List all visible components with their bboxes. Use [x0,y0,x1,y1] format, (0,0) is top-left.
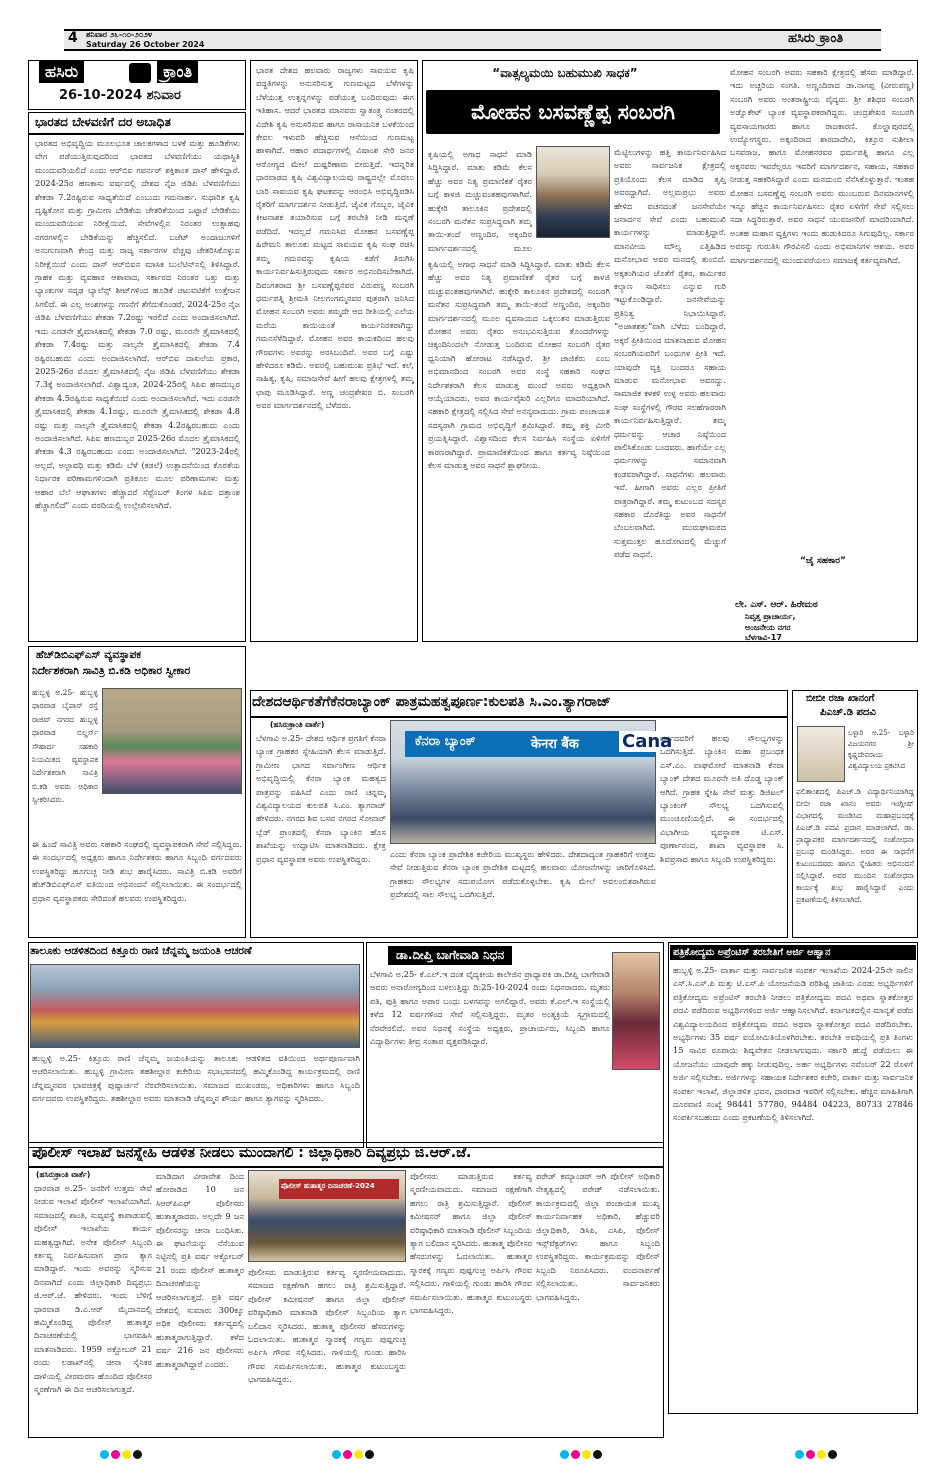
print-marks-right [560,1450,604,1459]
col2-article-body: ಭಾರತ ದೇಶದ ಹಲವಾರು ರಾಜ್ಯಗಳು ಸಾವಯವ ಕೃಷಿ ಪದ್ಧತಿಗಳನ್ನು ಅನುಸರಿಸುತ್ತ ಗುಣಮಟ್ಟದ ಬೆಳೆಗಳನ್ನು ಬೆಳೆಯುತ್ತ ಉತ್ಪನ್ನಗಳನ್ನು ಪಡೆಯುತ್ತ ಬಂದಿರುವುದು ಈಗ ಇತಿಹಾಸ. ಆದರೆ ಭಾರತದ ಮಾನವರು ಸ್ವಾತಂತ್ರ್ಯ ನಂತರದಲ್ಲಿ ವಿದೇಶಿ ಕೃಷಿ ಅನುಸರಿಸುವ ಹಾಗೂ ರಾಸಾಯನಿಕ ಬಳಕೆಯಿಂದ ಕೇವಲ ಇಳುವರಿ ಹೆಚ್ಚಿಸುವ ಆಸೆಯಿಂದ ಗುಣಮಟ್ಟ ಹಾಳಾಗಿದೆ. ಆಹಾರ ಪದಾರ್ಥಗಳಲ್ಲಿ ವಿಷಾಂಶ ಸೇರಿ ಜನರ ಆರೋಗ್ಯದ ಮೇಲೆ ದುಷ್ಪರಿಣಾಮ ಬೀರುತ್ತಿದೆ. ಇದನ್ನರಿತ ಧಾರವಾಡದ ಕೃಷಿ ವಿಶ್ವವಿದ್ಯಾಲಯವು ರಾಷ್ಟ್ರದಲ್ಲೇ ಮೊದಲು ಬಾರಿ ಸಾವಯವ ಕೃಷಿ ಘಟಕವನ್ನು ಆರಂಭಿಸಿ ಅಭಿವೃದ್ಧಿಪಡಿಸಿ ರೈತರಿಗೆ ಮಾರ್ಗದರ್ಶನ ನೀಡುತ್ತಿದೆ. ಜೈವಿಕ ಗೊಬ್ಬರ, ಜೈವಿಕ ಕೀಟನಾಶಕ ತಯಾರಿಸುವ ಬಗ್ಗೆ ತರಬೇತಿ ನೀಡಿ ಮನ್ನಣೆ ಪಡೆದಿದೆ. ಇದಲ್ಲದೆ ಗಮನಿಸಿದ ಮೋಹನ ಬಸವಣ್ಣೆಪ್ಪ ಹಿರೇಮನಿ ತಾಲೂಕು ಮಟ್ಟದ ಸಾವಯವ ಕೃಷಿ ಸಂಘ ರಚಿಸಿ ತಮ್ಮ ಗಮನವನ್ನು ಕೃಷಿಯ ಕಡೆಗೆ ತಿರುಗಿಸಿ ಕಾರ್ಯನಿರ್ವಹಿಸುತ್ತಿರುವುದು ಸರ್ಕಾರ ಅಭಿನಂದಿಸಬೇಕಾಗಿದೆ. ದಿವಂಗತರಾದ ಶ್ರೀ ಬಸವಣ್ಣೆಪ್ಪನವರ ವಿರುಪಣ್ಣ ಸಂಬರಗಿ ಧರ್ಮಪತ್ನಿ ಶ್ರೀಮತಿ ನೀಲಗಂಗಮ್ಮನವರ ಪುತ್ರರಾಗಿ ಜನಿಸಿದ ಮೋಹನ ಸಂಬರಗಿ ಅವರು ತಮ್ಮದೇ ಆದ ರೀತಿಯಲ್ಲಿ ಎಲೆಯ ಮರೆಯ ಕಾಯಿಯಂತೆ ಕಾರ್ಯನಿರತರಾಗಿದ್ದು ಗಮನಸೆಳೆದಿದ್ದಾರೆ. ಮೋಹನ ಅವರ ಕಾಯಕದಿಂದ ಹಲವು ಗೌರವಗಳು ಅವರನ್ನು ಅರಸಿಬಂದಿವೆ. ಅವರ ಬಗ್ಗೆ ಎಷ್ಟು ಹೇಳಿದರೂ ಕಡಿಮೆ. ಅವರಲ್ಲಿ ಬಹುಮುಖ ಪ್ರತಿಭೆ ಇದೆ. ಕಲೆ, ಸಾಹಿತ್ಯ, ಕೃಷಿ, ಸಮಾಜಸೇವೆ ಹೀಗೆ ಹಲವು ಕ್ಷೇತ್ರಗಳಲ್ಲಿ ತಮ್ಮ ಛಾಪು ಮೂಡಿಸಿದ್ದಾರೆ. ಅಣ್ಣ ಚಂದ್ರಶೇಖರ ಬಿ. ಸಂಬರಗಿ ಅವರ ಮಾರ್ಗದರ್ಶನದಲ್ಲಿ ಬೆಳೆದರು. [256,65,414,411]
black-mark [593,1450,602,1459]
print-marks-far-right [795,1450,839,1459]
header-paper-name: ಹಸಿರು ಕ್ರಾಂತಿ [788,31,844,46]
patrike-title: ಪತ್ರಿಕೋದ್ಯಮ ಅಪ್ರೆಂಟಿಸ್ ತರಬೇತಿಗೆ ಅರ್ಜಿ ಆಹ್ವಾನ [670,945,916,960]
kittur-event-photo [30,964,360,1048]
page-number: 4 [68,30,78,46]
canara-sign-hi: केनरा बैंक [531,737,579,752]
feature-author-place: ಅಂಜನೇಯ ನಗರ [745,623,791,632]
police-banner-text: ಪೊಲೀಸ್ ಹುತಾತ್ಮರ ದಿನಾಚರಣೆ-2024 [281,1182,375,1190]
feature-col1-cont: ಕೃಷಿಯಲ್ಲಿ ಅಗಾಧ ಸಾಧನೆ ಮಾಡಿ ಸಿದ್ಧಿಸಿದ್ದಾರೆ. ಮಾತು ಕಡಿಮೆ ಕೆಲಸ ಹೆಚ್ಚು ಅವರ ನಿತ್ಯ ಪ್ರಮಾಣಿಕತೆ ರೈತರ ಬಗ್ಗೆ ಕಾಳಜಿ ಮಚ್ಚುವಂತಹವುಗಳಾಗಿವೆ. ಹುಕ್ಕೇರಿ ತಾಲೂಕಿನ ಪ್ರದೇಶದಲ್ಲಿ ಸಂಬರಗಿ ಮನೆತನ ಸುಪ್ರಸಿದ್ಧವಾಗಿ ತಮ್ಮ ತಾಯಿ-ತಂದೆ ಅಣ್ಣಂದಿರ, ಅಕ್ಕಂದಿರ ಮಾರ್ಗದರ್ಶನದಲ್ಲಿ ಮೂಲ ವ್ಯವಸಾಯದ ಒಕ್ಕಲುತನ ಮಾಡುತ್ತಿರುವ ಮೋಹನ ಅವರು ರೈತರು ಅನುಭವಿಸುತ್ತಿರುವ ತೊಂದರೆಗಳನ್ನು ಚಿಕ್ಕಂದಿನಿಂದಲೇ ನೋಡುತ್ತ ಬಂದಿರುವ ಮೋಹನ ಸಂಬರಗಿ ರೈತರ ಧ್ವನಿಯಾಗಿ ಹೋರಾಟ ನಡೆಸಿದ್ದಾರೆ. ಶ್ರೀ ಜಾಜಿಕೆರು ಎಂಬ ಅಭಿಮಾನದಿಂದ ಸಂಬರಗಿ ಅವರ ಸಂಸ್ಥೆ ಸಹಕಾರಿ ಸಂಘದ ನಿರ್ದೇಶಕರಾಗಿ ಕೆಲಸ ಮಾಡುತ್ತ ಮುಂದೆ ಅವರು ಅಧ್ಯಕ್ಷರಾಗಿ ಆಯ್ಕೆಯಾದರು. ಅವರ ಕಾರ್ಯವೈಖರಿ ಎಲ್ಲರಿಗೂ ಮಾದರಿಯಾಗಿದೆ. ಸಹಕಾರಿ ಕ್ಷೇತ್ರದಲ್ಲಿ ಸಲ್ಲಿಸಿದ ಸೇವೆ ಅನನ್ಯವಾದುದು. ಗ್ರಾಮ ಪಂಚಾಯತ ಸದಸ್ಯರಾಗಿ ಗ್ರಾಮದ ಅಭಿವೃದ್ಧಿಗೆ ಶ್ರಮಿಸಿದ್ದಾರೆ. ತಮ್ಮ ಶಕ್ತಿ ಮೀರಿ ಪ್ರಯತ್ನಿಸಿದ್ದಾರೆ. ವಿಶ್ವಾಸದಿಂದ ಕೆಲಸ ನಿರ್ವಹಿಸಿ ಸಂಸ್ಥೆಯ ಏಳಿಗೆಗೆ ಕಾರಣರಾಗಿದ್ದಾರೆ. ಪ್ರಾಮಾಣಿಕತೆಯಿಂದ ಹಾಗೂ ಕರ್ತವ್ಯ ನಿಷ್ಠೆಯಿಂದ ಕೆಲಸ ಮಾಡುತ್ತ ಅವರ ಸಾಧನೆ ಶ್ಲಾಘನೀಯ. [428,259,610,471]
police-col2: ಮಾಡಿದಾಗ ವೀರಾವೇಶ ದಿಂದ ಹೋರಾಡಿದ 10 ಜನ ಸಿಆರ್‌ಪಿಎಫ್ ಪೊಲೀಸರು ಹುತಾತ್ಮರಾದರು. ಅಲ್ಲದೇ 9 ಜನ ಪೊಲೀಸರನ್ನು ಚೀನಾ ಬಂಧಿಸಿತು. ಈ ಘಟನೆಯನ್ನು ನೆನೆಯುವ ನಿಟ್ಟಿನಲ್ಲಿ ಪ್ರತಿ ವರ್ಷ ಅಕ್ಟೋಬರ್ 21 ರಂದು ಪೊಲೀಸ್ ಹುತಾತ್ಮರ ದಿನಾಚರಣೆಯನ್ನು ಆಚರಿಸಲಾಗುತ್ತದೆ. ಪ್ರತಿ ವರ್ಷ ದೇಶದಲ್ಲಿ ಸುಮಾರು 300ಕ್ಕೂ ಅಧಿಕ ಪೊಲೀಸರು ಕರ್ತವ್ಯದಲ್ಲಿ ಹುತಾತ್ಮರಾಗುತ್ತಿದ್ದಾರೆ. ಕಳೆದ ವರ್ಷ 216 ಜನ ಪೊಲೀಸರು ಹುತಾತ್ಮರಾಗಿದ್ದಾರೆ ಎಂದರು. [156,1171,244,1369]
patrike-body: ಹುಬ್ಬಳ್ಳಿ ಅ.25- ವಾರ್ತಾ ಮತ್ತು ಸಾರ್ವಜನಿಕ ಸಂಪರ್ಕ ಇಲಾಖೆಯ 2024-25ನೇ ಸಾಲಿನ ಎಸ್.ಸಿ.ಎಸ್.ಪಿ ಮತ್ತು ಟಿ.ಎಸ್.ಪಿ ಯೋಜನೆಯಡಿ ಪರಿಶಿಷ್ಟ ಜಾತಿಯ ಎರಡು ಅಭ್ಯರ್ಥಿಗಳಿಗೆ ಪತ್ರಿಕೋದ್ಯಮ ಅಪ್ರೆಂಟಿಸ್ ತರಬೇತಿ ನೀಡಲು ಪತ್ರಿಕೋದ್ಯಮ ಪದವಿ ಅಥವಾ ಸ್ನಾತಕೋತ್ತರ ಪದವಿ ಪಡೆದಿರುವ ಅಭ್ಯರ್ಥಿಗಳಿಂದ ಅರ್ಜಿ ಆಹ್ವಾನಿಸಲಾಗಿದೆ. ಕರ್ನಾಟಕದಲ್ಲಿನ ಮಾನ್ಯತೆ ಪಡೆದ ವಿಶ್ವವಿದ್ಯಾಲಯದಿಂದ ಪತ್ರಿಕೋದ್ಯಮ ಪದವಿ ಅಥವಾ ಸ್ನಾತಕೋತ್ತರ ಪದವಿ ಪಡೆದಿರಬೇಕು. ಅಭ್ಯರ್ಥಿಗಳು 35 ವರ್ಷ ವಯೋಮಿತಿಯೊಳಗಿರಬೇಕು. ತರಬೇತಿ ಅವಧಿಯಲ್ಲಿ ಪ್ರತಿ ತಿಂಗಳು 15 ಸಾವಿರ ರೂಪಾಯಿ ಶಿಷ್ಯವೇತನ ನೀಡಲಾಗುವುದು. ಸರ್ಕಾರಿ ಹುದ್ದೆ ಪಡೆಯಲು ಈ ಯೋಜನೆಯು ಯಾವುದೇ ಹಕ್ಕು ನೀಡುವುದಿಲ್ಲ. ಅರ್ಹ ಅಭ್ಯರ್ಥಿಗಳು ನವೆಂಬರ್ 22 ರೊಳಗೆ ಅರ್ಜಿ ಸಲ್ಲಿಸಬೇಕು. ಅರ್ಜಿಗಳನ್ನು ಸಹಾಯಕ ನಿರ್ದೇಶಕರ ಕಚೇರಿ, ವಾರ್ತಾ ಮತ್ತು ಸಾರ್ವಜನಿಕ ಸಂಪರ್ಕ ಇಲಾಖೆ, ಜಿಲ್ಲಾಡಳಿತ ಭವನ, ಧಾರವಾಡ ಇವರಿಗೆ ಸಲ್ಲಿಸಬೇಕು. ಹೆಚ್ಚಿನ ಮಾಹಿತಿಗಾಗಿ ದೂರವಾಣಿ ಸಂಖ್ಯೆ 98441 57780, 94484 04223, 80733 27846 ಸಂಪರ್ಕಿಸಬಹುದು ಎಂದು ಪ್ರಕಟಣೆಯಲ್ಲಿ ತಿಳಿಸಲಾಗಿದೆ. [673,965,913,1123]
yellow-mark [354,1450,363,1459]
obituary-title: ಡಾ.ದೀಪ್ತಿ ಬಾಗೇವಾಡಿ ನಿಧನ [388,946,512,965]
canara-col1: ಬೆಳಗಾವಿ ಅ.25- ದೇಶದ ಆರ್ಥಿಕ ಪ್ರಗತಿಗೆ ಕೆನರಾ ಬ್ಯಾಂಕ ಗ್ರಾಹಕರ ಸ್ನೇಹಿಯಾಗಿ ಕೆಲಸ ಮಾಡುತ್ತಿದೆ. ಗ್ರಾಮೀಣ ಭಾಗದ ಸರ್ವಾಂಗೀಣ ಆರ್ಥಿಕ ಅಭಿವೃದ್ಧಿಯಲ್ಲಿ ಕೆನರಾ ಬ್ಯಾಂಕ ಮಹತ್ವದ ಪಾತ್ರವನ್ನು ವಹಿಸಿದೆ ಎಂದು ರಾಣಿ ಚನ್ನಮ್ಮ ವಿಶ್ವವಿದ್ಯಾಲಯದ ಕುಲಪತಿ ಸಿ.ಎಂ. ತ್ಯಾಗರಾಜ್ ಹೇಳಿದರು. ನಗರದ ಶಿವ ಬಸವ ನಗರದ ಸೋನಾರ್ ಬ್ಲೆಡ್‌ ಪ್ರಾಂತದಲ್ಲಿ ಕೆನರಾ ಬ್ಯಾಂಕಿನ ಹೊಸ ಶಾಖೆಯನ್ನು ಉದ್ಘಾಟಿಸಿ ಮಾತನಾಡಿದರು. ಕ್ಷೇತ್ರ ಪ್ರಧಾನ ವ್ಯವಸ್ಥಾಪಕ ಅವರು ಉಪಸ್ಥಿತರಿದ್ದರು. [256,733,386,864]
editorial-rule [29,133,244,135]
header-date-kn: ಶನಿವಾರ ೨೬-೧೦-೨೦೨೪ [86,30,153,39]
masthead [28,60,246,110]
feature-author-city: ಬೆಳಗಾವಿ-17 [745,633,782,642]
hdbfs-body-side: ಹುಬ್ಬಳ್ಳಿ ಅ.25- ಹುಬ್ಬಳ್ಳಿ ಧಾರವಾಡ ಬೈಪಾಸ್ ರಸ್ತೆ ರಾಜಿವ್ ನಗರದ ಹುಬ್ಬಳ್ಳಿ ಧಾರವಾಡ ಬಿಲ್ಡರ್ಸ್ ಸೌಹಾರ್ದ ಸಹಕಾರಿ ನಿಯಮಿತದ ವ್ಯವಸ್ಥಾಪಕ ನಿರ್ದೇಶಕರಾಗಿ ಸಾವಿತ್ರಿ ಬಿ.ಕಡಿ ಅವರು ಅಧಿಕಾರ ಸ್ವೀಕರಿಸಿದರು. [32,688,98,805]
hdbfs-body-full: ಈ ಹಿಂದೆ ಸಾವಿತ್ರಿ ಅವರು ಸಹಕಾರಿ ಸಂಘದಲ್ಲಿ ವ್ಯವಸ್ಥಾಪಕರಾಗಿ ಸೇವೆ ಸಲ್ಲಿಸಿದ್ದರು. ಈ ಸಂದರ್ಭದಲ್ಲಿ ಅಧ್ಯಕ್ಷರು ಹಾಗೂ ನಿರ್ದೇಶಕರು ಹಾಗೂ ಸಿಬ್ಬಂದಿ ವರ್ಗದವರು ಉಪಸ್ಥಿತರಿದ್ದು ಹೂಗುಚ್ಛ ನೀಡಿ ಶುಭ ಹಾರೈಸಿದರು. ಸಾವಿತ್ರಿ ಬಿ.ಕಡಿ ಅವರಿಗೆ ಹೆಚ್‌ಡಿಬಿಎಫ್‌ಎಸ್ ವತಿಯಿಂದ ಅಭಿನಂದನೆ ಸಲ್ಲಿಸಲಾಯಿತು. ಈ ಸಂದರ್ಭದಲ್ಲಿ ಪ್ರಧಾನ ವ್ಯವಸ್ಥಾಪಕರು ಸೇರಿದಂತೆ ಹಲವರು ಉಪಸ್ಥಿತರಿದ್ದರು. [32,839,242,903]
yellow-mark [582,1450,591,1459]
feature-col1: ಕೃಷಿಯಲ್ಲಿ ಅಗಾಧ ಸಾಧನೆ ಮಾಡಿ ಸಿದ್ಧಿಸಿದ್ದಾರೆ. ಮಾತು ಕಡಿಮೆ ಕೆಲಸ ಹೆಚ್ಚು ಅವರ ನಿತ್ಯ ಪ್ರಮಾಣಿಕತೆ ರೈತರ ಬಗ್ಗೆ ಕಾಳಜಿ ಮಚ್ಚುವಂತಹವುಗಳಾಗಿವೆ. ಹುಕ್ಕೇರಿ ತಾಲೂಕಿನ ಪ್ರದೇಶದಲ್ಲಿ ಸಂಬರಗಿ ಮನೆತನ ಸುಪ್ರಸಿದ್ಧವಾಗಿ ತಮ್ಮ ತಾಯಿ-ತಂದೆ ಅಣ್ಣಂದಿರ, ಅಕ್ಕಂದಿರ ಮಾರ್ಗದರ್ಶನದಲ್ಲಿ ಮೂಲ [428,149,532,253]
canara-headline: ದೇಶದಆರ್ಥಿಕತೆಗೆಕೆನರಾಬ್ಯಾಂಕ್ ಪಾತ್ರಮಹತ್ವಪೂರ್ಣ:ಕುಲಪತಿ ಸಿ.ಎಂ.ತ್ಯಾಗರಾಜ್ [252,694,611,710]
phd-body: ಫಲಿತಾಂಶದಲ್ಲಿ ಪಿಎಚ್.ಡಿ ವಿದ್ಯಾರ್ಥಿನಿಯಾಗಿದ್ದ ಬೀಬೀ ರಜಾ ಖಾನಂ ಅವರು ಇಂಗ್ಲೀಷ್ ವಿಭಾಗದಲ್ಲಿ ಮಂಡಿಸಿದ ಮಹಾಪ್ರಬಂಧಕ್ಕೆ ಪಿಎಚ್.ಡಿ ಪದವಿ ಪ್ರದಾನ ಮಾಡಲಾಗಿದೆ. ಡಾ. ಪ್ರಾಧ್ಯಾಪಕರ ಮಾರ್ಗದರ್ಶನದಲ್ಲಿ ಸಂಶೋಧನಾ ಪ್ರಬಂಧ ಮಂಡಿಸಿದ್ದರು. ಅವರ ಈ ಸಾಧನೆಗೆ ಕುಟುಂಬದವರು ಹಾಗೂ ಸ್ನೇಹಿತರು ಅಭಿನಂದನೆ ಸಲ್ಲಿಸಿದ್ದಾರೆ. ಅವರ ಮುಂದಿನ ಸಂಶೋಧನಾ ಕಾರ್ಯಕ್ಕೆ ಶುಭ ಹಾರೈಸಿದ್ದಾರೆ ಎಂದು ಪ್ರಕಟಣೆಯಲ್ಲಿ ತಿಳಿಸಲಾಗಿದೆ. [796,787,914,904]
feature-author-title: ನಿವೃತ್ತ ಪ್ರಾಚಾರ್ಯ, [745,612,796,621]
canara-branch-photo [390,720,673,844]
feature-col2: ಮೆಟ್ಟಿಲುಗಳನ್ನು ಹತ್ತಿ ಕಾರ್ಯನಿರ್ವಹಿಸಿದ ಅವರು ಸಾರ್ವಜನಿಕ ಕ್ಷೇತ್ರದಲ್ಲಿ ಪ್ರತಿಯೊಂದು ಕೆಲಸ ಮಾಡಿದ ತೃಪ್ತಿ ಅವರದ್ದಾಗಿದೆ. ಅಲ್ಲಮಪ್ರಭು ಅವರು ಹೇಳಿದ ವಚನದಂತೆ ಜನಸೇವೆಯೇ ಜನಾರ್ದನ ಸೇವೆ ಎಂದು ಬಹುಮುಖಿ ಕಾರ್ಯಗಳನ್ನು ಮಾಡುತ್ತಿದ್ದಾರೆ. ಮಾನವೀಯ ಮೌಲ್ಯ ಎತ್ತಿಹಿಡಿದ ಮನೋಭಾವ ಅವರ ಮನದಲ್ಲಿ ತುಂಬಿದೆ. ಅಕ್ಕತಂಗಿಯರ ಜೊತೆಗೆ ರೈತರ, ಕಾರ್ಮಿಕರ ಕಲ್ಯಾಣ ಸಾಧಿಸಲು ಎನ್ನುವ ಗುರಿ ಇಟ್ಟುಕೊಂಡಿದ್ದಾರೆ. ಜನಸೇವೆಯನ್ನು ಪ್ರತಿನಿತ್ಯ ನಿಭಾಯಿಸಿದ್ದಾರೆ. “ಅಜಾತಶತ್ರು”ವಾಗಿ ಬೆಳೆದು ಬಂದಿದ್ದಾರೆ. ಅಕ್ಕರೆ ಪ್ರೀತಿಯಿಂದ ಮಾತನಾಡುವ ಮೋಹನ ಸಂಬರಗಿಯವರಿಗೆ ಬಂಧುಗಳ ಪ್ರೀತಿ ಇದೆ. ಯಾವುದೇ ವ್ಯಕ್ತಿ ಬಂದರೂ ಸಹಾಯ ಮಾಡುವ ಮನೋಭಾವ ಅವರದ್ದು. ಸಾಮಾಜಿಕ ಕಳಕಳಿ ಉಳ್ಳ ಅವರು ಹಲವಾರು ಸಂಘ ಸಂಸ್ಥೆಗಳಲ್ಲಿ ಗೌರವ ಸಲಹೆಗಾರರಾಗಿ ಕಾರ್ಯನಿರ್ವಹಿಸುತ್ತಿದ್ದಾರೆ. ತಮ್ಮ ಧರ್ಮವನ್ನು ಆಚಾರ ನಿಷ್ಠೆಯಿಂದ ಪಾಲಿಸಿಕೊಂಡು ಬಂದವರು. ಹಾಗೆಯೇ ಎಲ್ಲ ಧರ್ಮಗಳನ್ನು ಸಮಾನವಾಗಿ ಕಂಡವರಾಗಿದ್ದಾರೆ. ಸಾಧನೆಗಳು ಹಲವಾರು ಇವೆ. ಹೀಗಾಗಿ ಅವರು ಎಲ್ಲರ ಪ್ರೀತಿಗೆ ಪಾತ್ರರಾಗಿದ್ದಾರೆ. ತಮ್ಮ ಕುಟುಂಬದ ಸದಸ್ಯರ ಸಹಕಾರ ದೊರೆತಿದ್ದು ಅವರ ಸಾಧನೆಗೆ ಬೆಂಬಲವಾಗಿದೆ. ಮುರುಘಾಮಠದ ಸುತ್ತಮುತ್ತಲ ಹೂದೋಟದಲ್ಲಿ ಮೆಚ್ಚುಗೆ ಪಡೆದ ಸಾಧನೆ. [614,147,726,560]
black-mark [365,1450,374,1459]
print-marks-left [100,1450,144,1459]
phd-portrait-photo [797,726,845,782]
masthead-name-left: ಹಸಿರು [39,61,84,83]
police-event-photo [248,1170,406,1262]
yellow-mark [122,1450,131,1459]
black-mark [133,1450,142,1459]
canara-sign-brand: Cana [619,731,675,752]
feature-author: ಲೇ. ಎಸ್. ಆರ್. ಹಿರೇಮಠ [735,600,818,610]
feature-title: ಮೋಹನ ಬಸವಣ್ಣೆಪ್ಪ ಸಂಬರಗಿ [426,90,720,134]
print-marks-mid [332,1450,376,1459]
cyan-mark [795,1450,804,1459]
police-col3b: ಪೊಲೀಸರು ಮಾಡುತ್ತಿರುವ ಕರ್ತವ್ಯ ಸ್ಮರಣೀಯವಾದುದು. ಸಮಾಜದ ರಕ್ಷಣೆಗಾಗಿ ಹಗಲು ರಾತ್ರಿ ಶ್ರಮಿಸುತ್ತಿದ್ದಾರೆ. ಪೊಲೀಸ್ ಕಮೀಷನರ್ ಹಾಗೂ ಜಿಲ್ಲಾ ಪೊಲೀಸ್ ವರಿಷ್ಠಾಧಿಕಾರಿ ಮಾತನಾಡಿ ಪೊಲೀಸ್ ಸಿಬ್ಬಂದಿಯ ತ್ಯಾಗ ಬಲಿದಾನ ಸ್ಮರಿಸಿದರು. ಹುತಾತ್ಮ ಪೊಲೀಸರ ಹೆಸರುಗಳನ್ನು ಓದಲಾಯಿತು. ಹುತಾತ್ಮರ ಸ್ಮಾರಕಕ್ಕೆ ಗಣ್ಯರು ಪುಷ್ಪಗುಚ್ಛ ಅರ್ಪಿಸಿ ಗೌರವ ಸಲ್ಲಿಸಿದರು. ಗಾಳಿಯಲ್ಲಿ ಗುಂಡು ಹಾರಿಸಿ ಗೌರವ ಸಮರ್ಪಿಸಲಾಯಿತು. ಹುತಾತ್ಮರ ಕುಟುಂಬಸ್ಥರು ಭಾಗವಹಿಸಿದ್ದರು. [410,1171,532,1316]
editorial-body: ಭಾರತದ ಅಭಿವೃದ್ಧಿಯ ಮೂಲಭೂತ ಚಾಲಕಗಳಾದ ಬಳಕೆ ಮತ್ತು ಹೂಡಿಕೆಗಳು ವೇಗ ಪಡೆಯುತ್ತಿರುವುದರಿಂದ ಭಾರತದ ಬೆಳವಣಿಗೆಯು ಯಥಾಸ್ಥಿತಿ ಮುಂದುವರಿಯಲಿದೆ ಎಂದು ಆರ್‌ಬಿಐ ಗವರ್ನರ್ ಶಕ್ತಿಕಾಂತ ದಾಸ್ ಹೇಳಿದ್ದಾರೆ. 2024-25ರ ಹಣಕಾಸು ವರ್ಷದಲ್ಲಿ ದೇಶದ ನೈಜ ಜಿಡಿಪಿ ಬೆಳವಣಿಗೆಯು ಶೇಕಡಾ 7.2ರಷ್ಟಿರುವ ಸಾಧ್ಯತೆಯಿದೆ ಎಂಬುದು ಗಮನಾರ್ಹ. ಸುಧಾರಿತ ಕೃಷಿ ದೃಷ್ಟಿಕೋನ ಮತ್ತು ಗ್ರಾಮೀಣ ಬೇಡಿಕೆಯ ಚೇತರಿಕೆಯಿಂದ ಒಟ್ಟಾರೆ ಬೇಡಿಕೆಯು ಮುಂದುವರಿಯುವ ನಿರೀಕ್ಷೆಯಿದೆ. ಸೇವೆಗಳಲ್ಲಿನ ನಿರಂತರ ಉತ್ಸಾಹವು ನಗರಗಳಲ್ಲಿನ ಬೇಡಿಕೆಯನ್ನು ಹೆಚ್ಚಿಸಲಿದೆ. ಬಜೆಟ್ ಅಂದಾಜುಗಳಿಗೆ ಅನುಗುಣವಾಗಿ ಕೇಂದ್ರ ಮತ್ತು ರಾಜ್ಯ ಸರ್ಕಾರಗಳ ವೆಚ್ಚವು ಚೇತರಿಸಿಕೊಳ್ಳುವ ನಿರೀಕ್ಷೆಯಿದೆ ಎಂದು ದಾಸ್ ಆರ್‌ಬಿಐನ ಮಾಸಿಕ ಬುಲೆಟಿನ್‌ನಲ್ಲಿ ತಿಳಿಸಿದ್ದಾರೆ. ಗ್ರಾಹಕ ಮತ್ತು ವ್ಯವಹಾರ ಆಶಾವಾದ, ಸರ್ಕಾರದ ನಿರಂತರ ಒತ್ತು ಮತ್ತು ಬ್ಯಾಂಕುಗಳ ಸದೃಢ ಬ್ಯಾಲೆನ್ಸ್ ಶೀಟ್‌ಗಳಿಂದ ಹೂಡಿಕೆ ಚಟುವಟಿಕೆಗೆ ಉತ್ತೇಜನ ಸಿಗಲಿದೆ. ಈ ಎಲ್ಲ ಅಂಶಗಳನ್ನು ಗಣನೆಗೆ ತೆಗೆದುಕೊಂಡರೆ, 2024-25ರ ನೈಜ ಜಿಡಿಪಿ ಬೆಳವಣಿಗೆಯು ಶೇಕಡಾ 7.2ರಷ್ಟು ಇರಲಿದೆ ಎಂದು ಅಂದಾಜಿಸಲಾಗಿದೆ. ಇದು ಎರಡನೇ ತ್ರೈಮಾಸಿಕದಲ್ಲಿ ಶೇಕಡಾ 7.0 ರಷ್ಟು, ಮೂರನೇ ತ್ರೈಮಾಸಿಕದಲ್ಲಿ ಶೇಕಡಾ 7.4ರಷ್ಟು ಮತ್ತು ನಾಲ್ಕನೇ ತ್ರೈಮಾಸಿಕದಲ್ಲಿ ಶೇಕಡಾ 7.4 ರಷ್ಟಿರಬಹುದು ಎಂದು ಅಂದಾಜಿಸಲಾಗಿದೆ. ಆರ್‌ಬಿಐ ದಾಖಲೆಯ ಪ್ರಕಾರ, 2025-26ರ ಮೊದಲ ತ್ರೈಮಾಸಿಕದಲ್ಲಿ ನೈಜ ಜಿಡಿಪಿ ಬೆಳವಣಿಗೆಯು ಶೇಕಡಾ 7.3ಕ್ಕೆ ಅಂದಾಜಿಸಲಾಗಿದೆ. ವಿಶ್ವಾದ್ಯಂತ, 2024-25ರಲ್ಲಿ ಸಿಪಿಐ ಹಣದುಬ್ಬರ ಶೇಕಡಾ 4.5ರಷ್ಟಿರುವ ಸಾಧ್ಯತೆಯಿದೆ ಎಂದು ಅಂದಾಜಿಸಲಾಗಿದೆ. ಇದು ಎರಡನೇ ತ್ರೈಮಾಸಿಕದಲ್ಲಿ ಶೇಕಡಾ 4.1ರಷ್ಟು, ಮೂರನೇ ತ್ರೈಮಾಸಿಕದಲ್ಲಿ ಶೇಕಡಾ 4.8 ರಷ್ಟು ಮತ್ತು ನಾಲ್ಕನೇ ತ್ರೈಮಾಸಿಕದಲ್ಲಿ ಶೇಕಡಾ 4.2ರಷ್ಟಿರಬಹುದು ಎಂದು ಅಂದಾಜಿಸಲಾಗಿದೆ. ಸಿಪಿಐ ಹಣದುಬ್ಬರ 2025-26ರ ಮೊದಲ ತ್ರೈಮಾಸಿಕದಲ್ಲಿ ಶೇಕಡಾ 4.3 ರಷ್ಟಿರಬಹುದು ಎಂದು ಅಂದಾಜಿಸಲಾಗಿದೆ. "2023-24ರಲ್ಲಿ ಅಲ್ಲದೆ, ಅಲ್ಪಾವಧಿ ಮತ್ತು ಕಡಿಮೆ ಬೆಳೆ (ಕಡಲೆ) ಉತ್ಪಾದನೆಯಿಂದ ಕೊರತೆಯ ನಿರ್ಧಾರಕ ಪರಿಣಾಮಗಳಿಂದಾಗಿ ಪ್ರತಿಕೂಲ ಮೂಲ ಪರಿಣಾಮಗಳು ಮತ್ತು ಆಹಾರ ಬೆಲೆ ಆಘಾತಗಳು ಹೆಚ್ಚಾದರೆ ಸೆಪ್ಟೆಂಬರ್ ತಿಂಗಳ ಸಿಪಿಐ ದತ್ತಾಂಶ ಹೆಚ್ಚಾಗಲಿದೆ" ಎಂದು ವರದಿಯಲ್ಲಿ ಉಲ್ಲೇಖಿಸಲಾಗಿದೆ. [35,138,240,510]
police-dateline: (ಹಸಿರುಕ್ರಾಂತಿ ವಾರ್ತೆ) [36,1170,91,1179]
phd-side: ಬಳ್ಳಾರಿ ಅ.25- ಬಳ್ಳಾರಿ ವಿಜಯನಗರ ಶ್ರೀ ಕೃಷ್ಣದೇವರಾಯ ವಿಶ್ವವಿದ್ಯಾಲಯ ಪ್ರಕಟಿಸಿದ [848,729,914,770]
magenta-mark [343,1450,352,1459]
police-col3: ಪೊಲೀಸರು ಮಾಡುತ್ತಿರುವ ಕರ್ತವ್ಯ ಸ್ಮರಣೀಯವಾದುದು. ಸಮಾಜದ ರಕ್ಷಣೆಗಾಗಿ ಹಗಲು ರಾತ್ರಿ ಶ್ರಮಿಸುತ್ತಿದ್ದಾರೆ. ಪೊಲೀಸ್ ಕಮೀಷನರ್ ಹಾಗೂ ಜಿಲ್ಲಾ ಪೊಲೀಸ್ ವರಿಷ್ಠಾಧಿಕಾರಿ ಮಾತನಾಡಿ ಪೊಲೀಸ್ ಸಿಬ್ಬಂದಿಯ ತ್ಯಾಗ ಬಲಿದಾನ ಸ್ಮರಿಸಿದರು. ಹುತಾತ್ಮ ಪೊಲೀಸರ ಹೆಸರುಗಳನ್ನು ಓದಲಾಯಿತು. ಹುತಾತ್ಮರ ಸ್ಮಾರಕಕ್ಕೆ ಗಣ್ಯರು ಪುಷ್ಪಗುಚ್ಛ ಅರ್ಪಿಸಿ ಗೌರವ ಸಲ್ಲಿಸಿದರು. ಗಾಳಿಯಲ್ಲಿ ಗುಂಡು ಹಾರಿಸಿ ಗೌರವ ಸಮರ್ಪಿಸಲಾಯಿತು. ಹುತಾತ್ಮರ ಕುಟುಂಬಸ್ಥರು ಭಾಗವಹಿಸಿದ್ದರು. [248,1267,406,1385]
canara-dateline: (ಹಸಿರುಕ್ರಾಂತಿ ವಾರ್ತೆ) [270,720,325,729]
kittur-body: ಹುಬ್ಬಳ್ಳಿ ಅ.25- ಕಿತ್ತೂರು ರಾಣಿ ಚೆನ್ನಮ್ಮ ಜಯಂತಿಯನ್ನು ತಾಲೂಕು ಆಡಳಿತದ ವತಿಯಿಂದ ಅರ್ಥಪೂರ್ಣವಾಗಿ ಆಚರಿಸಲಾಯಿತು. ಹುಬ್ಬಳ್ಳಿ ಗ್ರಾಮೀಣ ತಹಶೀಲ್ದಾರ ಕಚೇರಿಯ ಸಭಾಭವನದಲ್ಲಿ ಹಮ್ಮಿಕೊಂಡಿದ್ದ ಕಾರ್ಯಕ್ರಮದಲ್ಲಿ ರಾಣಿ ಚೆನ್ನಮ್ಮನವರ ಭಾವಚಿತ್ರಕ್ಕೆ ಪುಷ್ಪಾರ್ಚನೆ ನೆರವೇರಿಸಲಾಯಿತು. ಸಮಾಜದ ಮುಖಂಡರು, ಅಧಿಕಾರಿಗಳು ಹಾಗೂ ಸಿಬ್ಬಂದಿ ವರ್ಗದವರು ಉಪಸ್ಥಿತರಿದ್ದರು. ತಹಶೀಲ್ದಾರ ಅವರು ಮಾತನಾಡಿ ಚೆನ್ನಮ್ಮನ ಶೌರ್ಯ ಹಾಗೂ ತ್ಯಾಗವನ್ನು ಸ್ಮರಿಸಿದರು. [32,1053,360,1104]
header-date-en: Saturday 26 October 2024 [86,40,205,49]
hdbfs-felicitation-photo [102,688,242,794]
hdbfs-title-2: ನಿರ್ದೇಶಕರಾಗಿ ಸಾವಿತ್ರಿ ಬಿ.ಕಡಿ ಅಧಿಕಾರ ಸ್ವೀಕಾರ [32,665,191,677]
cyan-mark [560,1450,569,1459]
phd-title-2: ಪಿಎಚ್.ಡಿ ಪದವಿ [820,707,876,718]
yellow-mark [817,1450,826,1459]
canara-col3: ವರ್ಗದವರಿಗೆ ಹಲವು ಸೌಲಭ್ಯಗಳನ್ನು ಒದಗಿಸುತ್ತಿದೆ. ಬ್ಯಾಂಕಿನ ಮಹಾ ಪ್ರಬಂಧಕ ಎಸ್.ಎಂ. ವಾಘಮೋರೆ ಮಾತನಾಡಿ ಕೆನರಾ ಬ್ಯಾಂಕ್ ದೇಶದ ಮೂರನೇ ಅತಿ ದೊಡ್ಡ ಬ್ಯಾಂಕ್ ಆಗಿದೆ. ಗ್ರಾಹಕ ಸ್ನೇಹಿ ಸೇವೆ ಮತ್ತು ಡಿಜಿಟಲ್ ಬ್ಯಾಂಕಿಂಗ್ ಸೌಲಭ್ಯ ಒದಗಿಸುವಲ್ಲಿ ಮುಂಚೂಣಿಯಲ್ಲಿದೆ. ಈ ಸಂದರ್ಭದಲ್ಲಿ ವಿಭಾಗೀಯ ವ್ಯವಸ್ಥಾಪಕ ಟಿ.ಎಸ್. ಪೂರ್ಣಾನಂದ, ಶಾಖಾ ವ್ಯವಸ್ಥಾಪಕ ಸಿ. ಶಿವಪ್ರಸಾದ ಹಾಗೂ ಸಿಬ್ಬಂದಿ ಉಪಸ್ಥಿತರಿದ್ದರು. [660,733,784,864]
cyan-mark [100,1450,109,1459]
editorial-title: ಭಾರತದ ಬೇಳವಣಿಗೆ ದರ ಅಬಾಧಿತ [35,115,171,129]
magenta-mark [806,1450,815,1459]
police-col4: ಪರೇಡ್ ಕಮ್ಯಾಂಡರ್ ಆಗಿ ಪೊಲೀಸ್ ಅಧಿಕಾರಿ ನೇತೃತ್ವದಲ್ಲಿ ಪರೇಡ್ ನಡೆಸಲಾಯಿತು. ಕಾರ್ಯಕ್ರಮದಲ್ಲಿ ಜಿಲ್ಲಾ ಪಂಚಾಯತ ಮುಖ್ಯ ಕಾರ್ಯನಿರ್ವಾಹಕ ಅಧಿಕಾರಿ, ಹೆಚ್ಚುವರಿ ಜಿಲ್ಲಾಧಿಕಾರಿ, ಡಿಸಿಪಿ, ಎಸಿಪಿ, ಪೊಲೀಸ್ ಇನ್ಸ್‌ಪೆಕ್ಟರ್‌ಗಳು ಹಾಗೂ ಸಿಬ್ಬಂದಿ ಉಪಸ್ಥಿತರಿದ್ದರು. ಕಾರ್ಯಕ್ರಮವನ್ನು ಪೊಲೀಸ್ ಸಿಬ್ಬಂದಿ ನಿರೂಪಿಸಿದರು. ವಂದನಾರ್ಪಣೆ ಸಲ್ಲಿಸಲಾಯಿತು. ಸಾರ್ವಜನಿಕರು ಭಾಗವಹಿಸಿದ್ದರು. [536,1171,660,1302]
logo-emblem-icon [129,63,151,83]
black-mark [828,1450,837,1459]
masthead-name-right: ಕ್ರಾಂತಿ [157,61,198,83]
editorial-box [28,112,246,642]
mohan-portrait-photo [536,146,610,238]
kittur-headline: ತಾಲೂಕು ಆಡಳಿತದಿಂದ ಕಿತ್ತೂರು ರಾಣಿ ಚೆನ್ನಮ್ಮ ಜಯಂತಿ ಆಚರಣೆ [30,945,252,957]
magenta-mark [111,1450,120,1459]
canara-rule [250,716,788,718]
police-rule [28,1166,664,1168]
masthead-date: 26-10-2024 ಶನಿವಾರ [59,88,181,103]
police-headline: ಪೊಲೀಸ್ ಇಲಾಖೆ ಜನಸ್ನೇಹಿ ಆಡಳಿತ ನೀಡಲು ಮುಂದಾಗಲಿ : ಜಿಲ್ಲಾಧಿಕಾರಿ ದಿವ್ಯಪ್ರಭು ಜಿ.ಆರ್.ಜೆ. [32,1145,472,1161]
magenta-mark [571,1450,580,1459]
feature-kicker: “ವಾತ್ಸಲ್ಯಮಯಿ ಬಹುಮುಖಿ ಸಾಧಕ” [492,66,638,80]
obituary-portrait-photo [612,952,660,1070]
obituary-body: ಬೆಳಗಾವಿ ಅ.25- ಕೆ.ಎಲ್.ಇ ದಂತ ವೈದ್ಯಕೀಯ ಕಾಲೇಜಿನ ಪ್ರಾಧ್ಯಾಪಕಿ ಡಾ.ದೀಪ್ತಿ ಬಾಗೇವಾಡಿ ಅವರು ಅನಾರೋಗ್ಯದಿಂದ ಬಳಲುತ್ತಿದ್ದು ದಿ:25-10-2024 ರಂದು ನಿಧನರಾದರು. ಮೃತರು ಪತಿ, ಪುತ್ರಿ ಹಾಗೂ ಅಪಾರ ಬಂಧು ಬಳಗವನ್ನು ಅಗಲಿದ್ದಾರೆ. ಅವರು ಕೆ.ಎಲ್.ಇ ಸಂಸ್ಥೆಯಲ್ಲಿ ಕಳೆದ 12 ವರ್ಷಗಳಿಂದ ಸೇವೆ ಸಲ್ಲಿಸುತ್ತಿದ್ದರು. ಮೃತರ ಅಂತ್ಯಕ್ರಿಯೆ ಸ್ವಗ್ರಾಮದಲ್ಲಿ ನೆರವೇರಲಿದೆ. ಅವರ ನಿಧನಕ್ಕೆ ಸಂಸ್ಥೆಯ ಅಧ್ಯಕ್ಷರು, ಪ್ರಾಚಾರ್ಯರು, ಸಿಬ್ಬಂದಿ ಹಾಗೂ ವಿದ್ಯಾರ್ಥಿಗಳು ತೀವ್ರ ಸಂತಾಪ ವ್ಯಕ್ತಪಡಿಸಿದ್ದಾರೆ. [370,969,610,1047]
hdbfs-title-1: ಹೆಚ್‌ಡಿಬಿಎಫ್‌ಎಸ್ ವ್ಯವಸ್ಥಾಪಕ [36,649,141,661]
cyan-mark [332,1450,341,1459]
canara-sign-kn: ಕೆನರಾ ಬ್ಯಾಂಕ್ [415,734,476,749]
police-col1: ಧಾರವಾಡ ಅ.25- ಜನರಿಗೆ ಉತ್ತಮ ಸೇವೆ ನೀಡುವ ಇಲಾಖೆ ಪೊಲೀಸ್ ಇಲಾಖೆಯಾಗಿದೆ. ಸಮಾಜದಲ್ಲಿ ಶಾಂತಿ, ಸುವ್ಯವಸ್ಥೆ ಕಾಪಾಡುವಲ್ಲಿ ಪೊಲೀಸ್ ಇಲಾಖೆಯ ಕಾರ್ಯ ಮಹತ್ವದ್ದಾಗಿದೆ. ಅನೇಕ ಪೊಲೀಸ್ ಸಿಬ್ಬಂದಿ ಕರ್ತವ್ಯ ನಿರ್ವಹಿಸುವಾಗ ಪ್ರಾಣ ತ್ಯಾಗ ಮಾಡಿದ್ದಾರೆ. ಇಂದು ಅವರನ್ನು ಸ್ಮರಿಸುವ ದಿನವಾಗಿದೆ ಎಂದು ಜಿಲ್ಲಾಧಿಕಾರಿ ದಿವ್ಯಪ್ರಭು ಜಿ.ಆರ್.ಜೆ. ಹೇಳಿದರು. ಇಂದು ಬೆಳಿಗ್ಗೆ ಧಾರವಾಡ ಡಿ.ಎ.ಆರ್ ಮೈದಾನದಲ್ಲಿ ಹಮ್ಮಿಕೊಂಡಿದ್ದ ಪೊಲೀಸ್ ಹುತಾತ್ಮರ ದಿನಾಚರಣೆಯಲ್ಲಿ ಭಾಗವಹಿಸಿ ಮಾತನಾಡಿದರು. 1959 ಅಕ್ಟೋಬರ್ 21 ರಂದು ಲಡಾಖ್‌ನಲ್ಲಿ ಚೀನಾ ಸೈನಿಕರ ದಾಳಿಯಲ್ಲಿ ವೀರಮರಣ ಹೊಂದಿದ ಪೊಲೀಸರ ಸ್ಮರಣೆಗಾಗಿ ಈ ದಿನ ಆಚರಿಸಲಾಗುತ್ತದೆ. [34,1183,152,1395]
feature-col3: ಮೋಹನ ಸಂಬರಗಿ ಅವರು ಸಹಕಾರಿ ಕ್ಷೇತ್ರದಲ್ಲಿ ಹೆಸರು ಮಾಡಿದ್ದಾರೆ. ಇದು ಅಚ್ಚರಿಯ ಸಂಗತಿ. ಅಣ್ಣಂದಿರಾದ ಡಾ.ನಾಗಪ್ಪ (ವೀರುಪಣ್ಣ) ಸಂಬರಗಿ ಅವರು ಅಂತರಾಷ್ಟ್ರೀಯ ವೈದ್ಯರು. ಶ್ರೀ ಶಶಿಧರ ಸಂಬರಗಿ ಅಡ್ವೊಕೇಟ್ ಬ್ಯಾಂಕ ವ್ಯವಸ್ಥಾಪಕರಾಗಿದ್ದರು. ಚಂದ್ರಶೇಖರ ಸಂಬರಗಿ ವ್ಯವಸಾಯಗಾರರು ಹಾಗೂ ರಾಜಕಾರಣಿ. ಕೊಲ್ಹಾಪುರದಲ್ಲಿ ಉದ್ಯೋಗಸ್ಥರು. ಅಕ್ಕಂದಿರಾದ ಶಾರದಾದೇವಿ, ಕಿತ್ತೂರ ಸುಶೀಲಾ ಬಸವರಾಜ, ಹಾಗೂ ಮೋಹನರವರ ಧರ್ಮಪತ್ನಿ ಹಾಗೂ ಎಲ್ಲ ಅಕ್ಕನವರು ಇವರೆಲ್ಲರೂ ಇವರಿಗೆ ಮಾರ್ಗದರ್ಶನ, ಸಹಾಯ, ಸಹಕಾರ ನೀಡುತ್ತ ಸಹಕರಿಸಿದ್ದಾರೆ ಎಂದು ಮನದುಂಬಿ ನೆನೆಸಿಕೊಳ್ಳುತ್ತಾರೆ. ಇಂತಹ ಮೋಹನ ಬಸವಣ್ಣೆಪ್ಪ ಸಂಬರಗಿ ಅವರು ಮುಂಬರುವ ದಿನಮಾನಗಳಲ್ಲಿ ಇನ್ನೂ ಹೆಚ್ಚಿನ ಕಾರ್ಯನಿರ್ವಹಿಸಲು ರೈತರ ಏಳಿಗೆಗೆ ಸೇವೆ ಸಲ್ಲಿಸಲು ಸದಾ ಸಿದ್ಧರಿರುತ್ತಾರೆ. ಅವರ ಸಾಧನೆ ಯುವಜನರಿಗೆ ಮಾದರಿಯಾಗಿದೆ. ಅಂತಹ ಮಹಾನ ವ್ಯಕ್ತಿಗಳು ಇಂದು ಹುಡುಕಿದರೂ ಸಿಗುವುದಿಲ್ಲ. ಸರ್ಕಾರ ಅವರನ್ನು ಗುರುತಿಸಿ ಗೌರವಿಸಲಿ ಎಂದು ಅಭಿಮಾನಿಗಳ ಆಶಯ. ಅವರ ಮಾರ್ಗದರ್ಶನದಲ್ಲಿ ಮುಂದುವರೆಯಲು ಸಮಾಜಕ್ಕೆ ಕರ್ತವ್ಯವಾಗಿದೆ. [730,67,914,265]
canara-under-photo: ಎಂದು ಕೆನರಾ ಬ್ಯಾಂಕ ಪ್ರಾದೇಶಿಕ ಕಚೇರಿಯ ಮುಖ್ಯಸ್ಥರು ಹೇಳಿದರು. ದೇಶದಾದ್ಯಂತ ಗ್ರಾಹಕರಿಗೆ ಉತ್ತಮ ಸೇವೆ ನೀಡುತ್ತಿರುವ ಕೆನರಾ ಬ್ಯಾಂಕ ಪ್ರಾದೇಶಿಕ ಮಟ್ಟದಲ್ಲಿ ಹಲವಾರು ಯೋಜನೆಗಳನ್ನು ಜಾರಿಗೊಳಿಸಿದೆ. ಗ್ರಾಹಕರು ಸೌಲಭ್ಯಗಳ ಸದುಪಯೋಗ ಪಡೆದುಕೊಳ್ಳಬೇಕು. ಕೃಷಿ ಮೇಲೆ ಅವಲಂಬಿತರಾಗಿರುವ ಪ್ರದೇಶದಲ್ಲಿ ಸಾಲ ಸೌಲಭ್ಯ ಒದಗಿಸುತ್ತಿದೆ. [390,849,656,900]
feature-signoff: “ಜೈ ಸಹಕಾರ” [800,556,846,566]
phd-title-1: ಬೀಬೀ ರಜಾ ಖಾನಂಗೆ [806,693,875,704]
